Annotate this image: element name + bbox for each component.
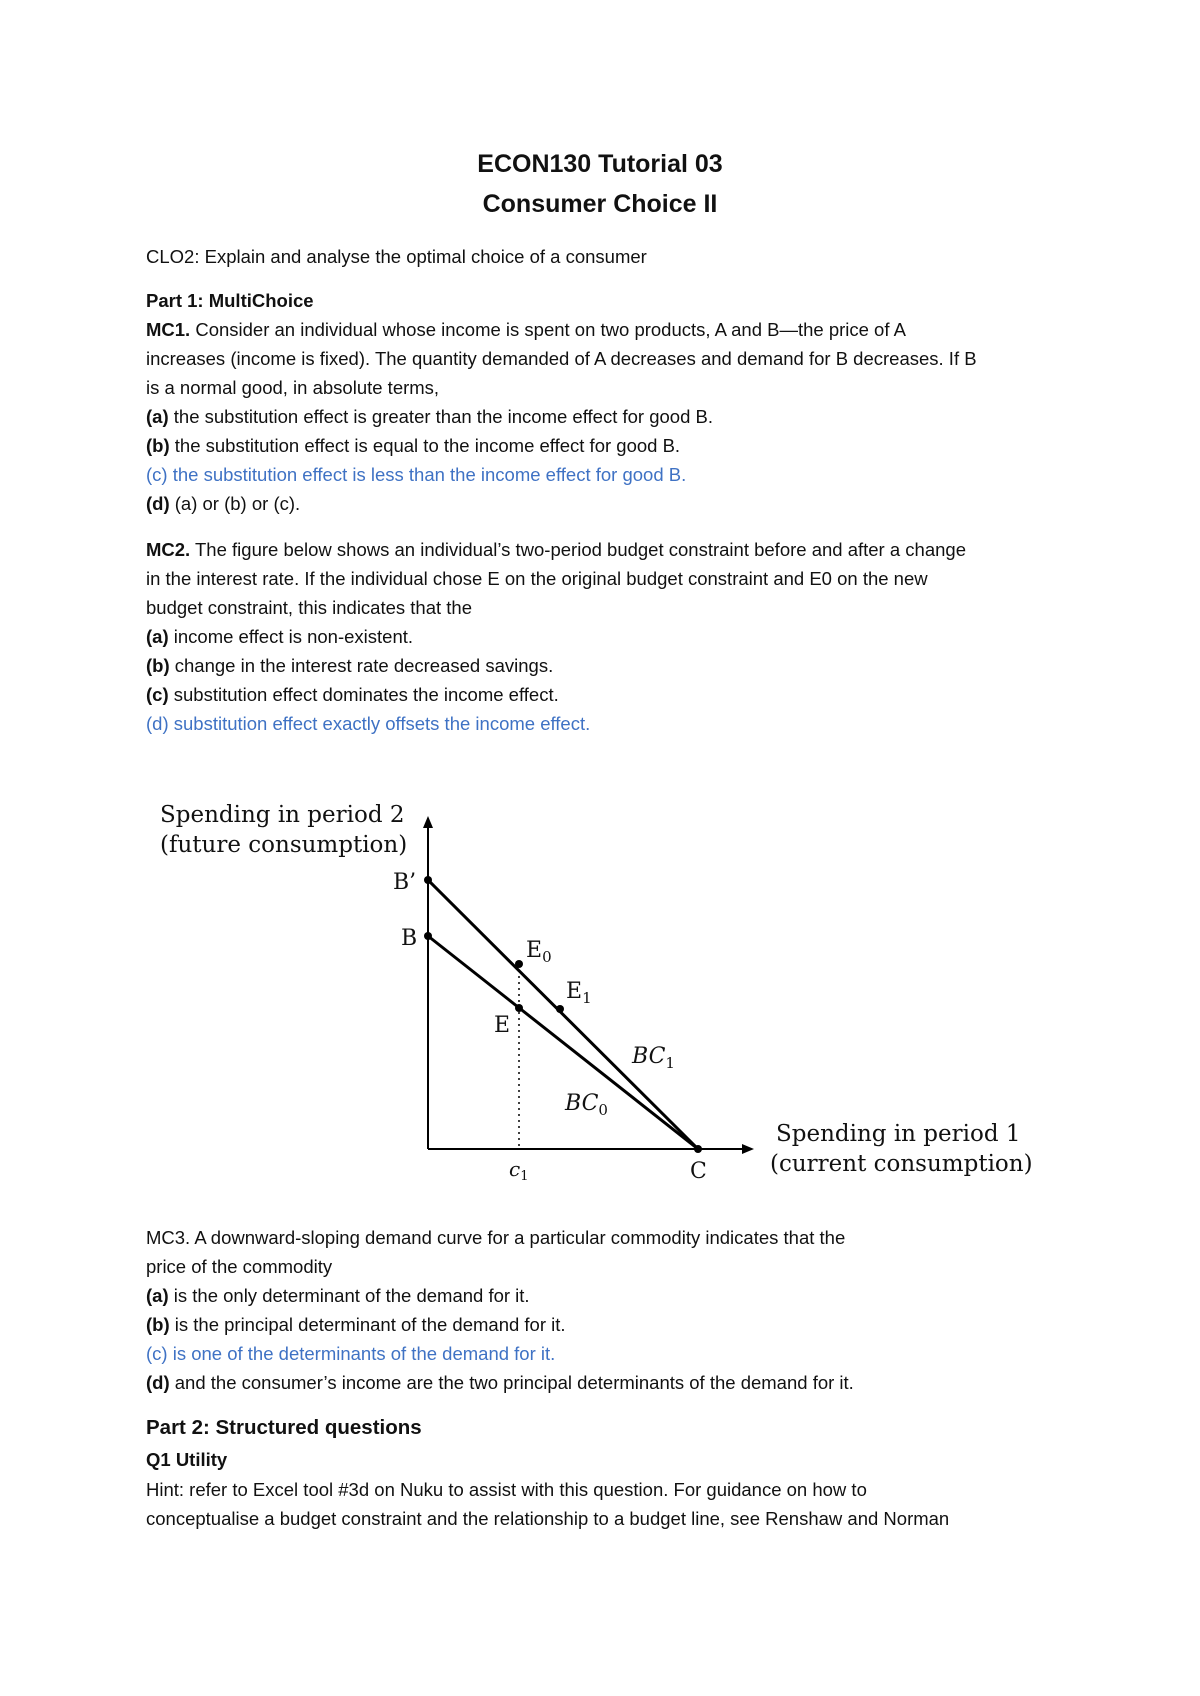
y-axis-title-line-1: Spending in period 2 bbox=[160, 802, 405, 828]
mc3-option-d-label: (d) bbox=[146, 1372, 170, 1393]
mc2-stem-line-2: in the interest rate. If the individual chose E on the original budget constraint and E0 on the new bbox=[146, 568, 928, 589]
q1-heading: Q1 Utility bbox=[146, 1449, 228, 1470]
mc2-option-d-text: substitution effect exactly offsets the income effect. bbox=[168, 713, 591, 734]
mc1-option-a-text: the substitution effect is greater than the income effect for good B. bbox=[168, 406, 713, 427]
part2-heading: Part 2: Structured questions bbox=[146, 1416, 422, 1439]
mc1-stem-text-1: Consider an individual whose income is spent on two products, A and B—the price of A bbox=[190, 319, 906, 340]
mc2-stem-text-1: The figure below shows an individual’s two-period budget constraint before and after a change bbox=[190, 539, 966, 560]
label-c1 bbox=[509, 1157, 528, 1184]
mc1-stem-line-3: is a normal good, in absolute terms, bbox=[146, 377, 440, 398]
mc2-option-a-label: (a) bbox=[146, 626, 169, 647]
x-axis-arrow bbox=[742, 1144, 754, 1154]
label-b: B bbox=[401, 926, 418, 951]
mc1-option-b-label: (b) bbox=[146, 435, 170, 456]
label-bc0-main: BC bbox=[565, 1091, 599, 1116]
mc3-option-c-answer bbox=[146, 1339, 555, 1368]
label-bc1-sub: 1 bbox=[665, 1054, 675, 1072]
mc1-label: MC1. bbox=[146, 319, 191, 340]
mc2-option-b-text: change in the interest rate decreased savings. bbox=[169, 655, 554, 676]
x-axis-title-line-2: (current consumption) bbox=[770, 1151, 1033, 1177]
label-e1-main: E bbox=[566, 979, 583, 1004]
label-e1-sub: 1 bbox=[582, 989, 592, 1007]
mc3-option-c-label: (c) bbox=[146, 1343, 168, 1364]
q1-hint-line-2: conceptualise a budget constraint and the relationship to a budget line, see Renshaw and Norman bbox=[146, 1508, 950, 1529]
label-c1-main: c bbox=[509, 1157, 521, 1181]
mc1-option-d-label: (d) bbox=[146, 493, 170, 514]
label-bc1-main: BC bbox=[632, 1044, 666, 1069]
point-b bbox=[424, 932, 432, 940]
page-title: ECON130 Tutorial 03 bbox=[477, 150, 723, 178]
mc3-option-b-text: is the principal determinant of the demand for it. bbox=[169, 1314, 566, 1335]
label-bc0-sub: 0 bbox=[598, 1101, 608, 1119]
part1-heading: Part 1: MultiChoice bbox=[146, 290, 314, 311]
mc2-option-c-label: (c) bbox=[146, 684, 169, 705]
budget-line-bc0 bbox=[428, 936, 698, 1149]
mc1-option-c-label: (c) bbox=[146, 464, 168, 485]
label-e: E bbox=[494, 1013, 511, 1038]
clo-label: CLO2: bbox=[146, 246, 200, 267]
mc2-option-d-label: (d) bbox=[146, 713, 169, 734]
mc3-option-a bbox=[146, 1281, 530, 1310]
label-e0-sub: 0 bbox=[542, 948, 552, 966]
mc2-option-a-text: income effect is non-existent. bbox=[168, 626, 414, 647]
mc3-option-d-text: and the consumer’s income are the two principal determinants of the demand for it. bbox=[169, 1372, 854, 1393]
label-b-prime: B’ bbox=[393, 870, 417, 895]
label-bc0 bbox=[564, 1091, 608, 1119]
mc1-option-b-text: the substitution effect is equal to the income effect for good B. bbox=[169, 435, 681, 456]
mc3-option-a-label: (a) bbox=[146, 1285, 169, 1306]
mc2-option-b-label: (b) bbox=[146, 655, 170, 676]
label-e0-main: E bbox=[526, 938, 543, 963]
mc1-option-a-label: (a) bbox=[146, 406, 169, 427]
label-e1 bbox=[566, 979, 592, 1007]
label-bc1 bbox=[631, 1044, 675, 1072]
mc3-stem-line-2: price of the commodity bbox=[146, 1256, 333, 1277]
mc2-stem-line-3: budget constraint, this indicates that the bbox=[146, 597, 473, 618]
q1-hint-line-1: Hint: refer to Excel tool #3d on Nuku to assist with this question. For guidance on how to bbox=[146, 1479, 867, 1500]
mc2-option-c-text: substitution effect dominates the income effect. bbox=[168, 684, 559, 705]
point-b-prime bbox=[424, 876, 432, 884]
mc3-option-a-text: is the only determinant of the demand for it. bbox=[168, 1285, 530, 1306]
y-axis-arrow bbox=[423, 816, 433, 828]
mc2-label: MC2. bbox=[146, 539, 191, 560]
budget-line-bc1 bbox=[428, 880, 698, 1149]
mc1-option-d-text: (a) or (b) or (c). bbox=[169, 493, 301, 514]
mc3-option-b-label: (b) bbox=[146, 1314, 170, 1335]
mc1-stem-line-2: increases (income is fixed). The quantity demanded of A decreases and demand for B decreases. If B bbox=[146, 348, 977, 369]
page-subtitle: Consumer Choice II bbox=[482, 190, 718, 218]
point-e bbox=[515, 1004, 523, 1012]
label-c1-sub: 1 bbox=[520, 1169, 529, 1184]
mc3-option-b bbox=[146, 1310, 566, 1339]
clo-text: Explain and analyse the optimal choice of a consumer bbox=[199, 246, 647, 267]
point-e0 bbox=[515, 960, 523, 968]
label-e0 bbox=[526, 938, 552, 966]
label-c: C bbox=[690, 1159, 707, 1184]
mc3-option-c-text: is one of the determinants of the demand for it. bbox=[167, 1343, 556, 1364]
point-c bbox=[694, 1145, 702, 1153]
y-axis-title-line-2: (future consumption) bbox=[160, 832, 408, 858]
mc3-stem-line-1: MC3. A downward-sloping demand curve for a particular commodity indicates that the bbox=[146, 1227, 846, 1248]
mc1-option-c-text: the substitution effect is less than the income effect for good B. bbox=[167, 464, 687, 485]
x-axis-title-line-1: Spending in period 1 bbox=[776, 1121, 1021, 1147]
point-e1 bbox=[556, 1005, 564, 1013]
mc3-option-d bbox=[146, 1368, 854, 1397]
